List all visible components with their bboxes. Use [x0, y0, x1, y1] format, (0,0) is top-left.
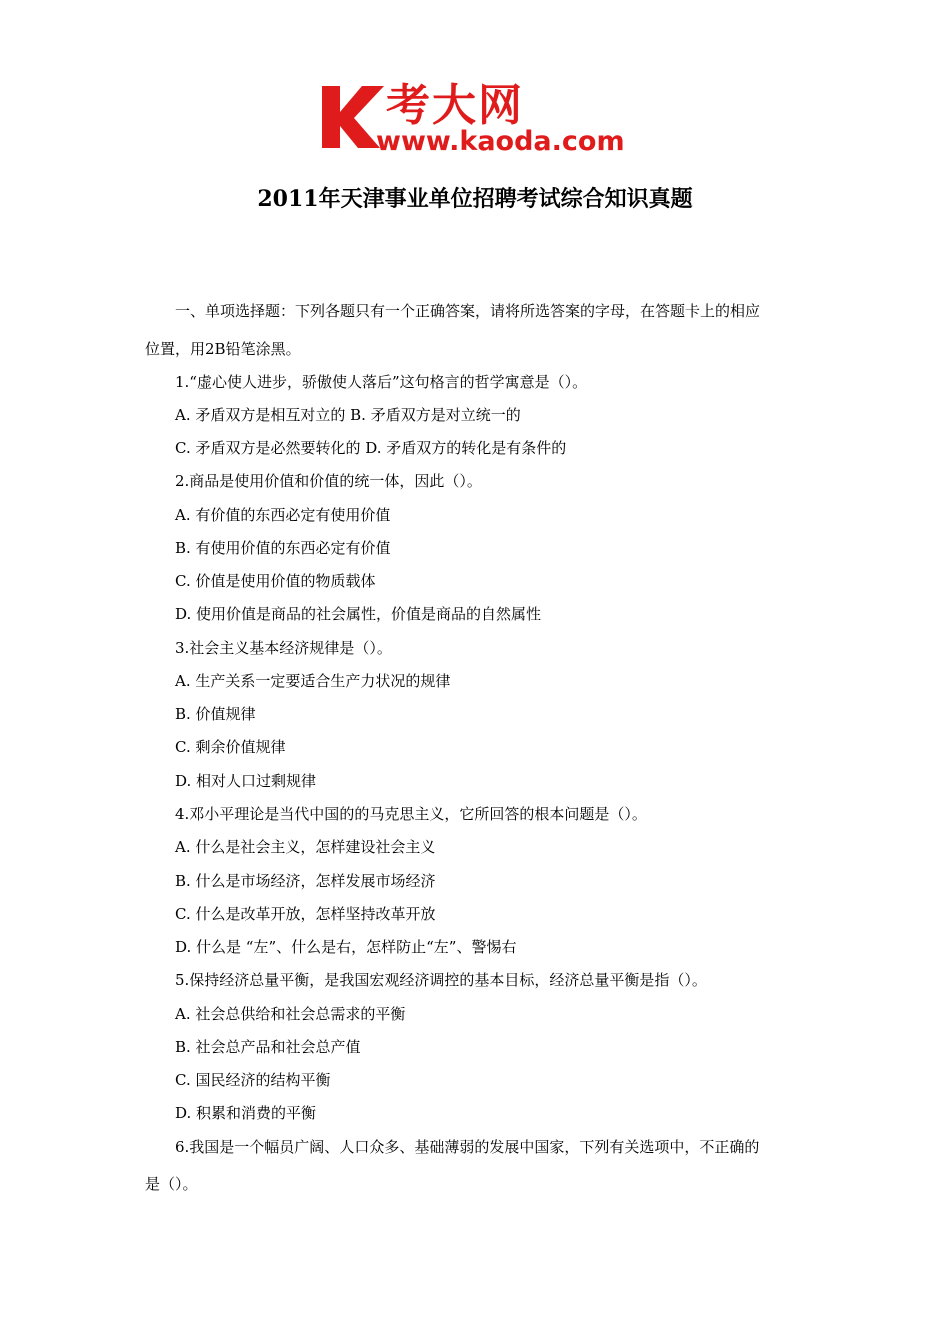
question-2-option-b: B. 有使用价值的东西必定有价值 [175, 539, 391, 557]
question-4: 4.邓小平理论是当代中国的的马克思主义，它所回答的根本问题是（）。 [175, 805, 647, 823]
logo-url-text: www.kaoda.com [376, 126, 625, 157]
question-1: 1.“虚心使人进步，骄傲使人落后”这句格言的哲学寓意是（）。 [175, 373, 588, 391]
logo-brand-text: 考大网 [386, 80, 524, 131]
question-3-option-a: A. 生产关系一定要适合生产力状况的规律 [175, 672, 451, 690]
question-5: 5.保持经济总量平衡，是我国宏观经济调控的基本目标，经济总量平衡是指（）。 [175, 971, 707, 989]
question-5-option-b: B. 社会总产品和社会总产值 [175, 1038, 361, 1056]
question-2-option-d: D. 使用价值是商品的社会属性，价值是商品的自然属性 [175, 605, 542, 623]
section-intro-line-1: 一、单项选择题：下列各题只有一个正确答案，请将所选答案的字母，在答题卡上的相应 [175, 302, 761, 320]
question-2: 2.商品是使用价值和价值的统一体，因此（）。 [175, 472, 482, 490]
question-1-options-ab: A. 矛盾双方是相互对立的 B. 矛盾双方是对立统一的 [175, 406, 521, 424]
question-2-option-a: A. 有价值的东西必定有使用价值 [175, 506, 391, 524]
question-3: 3.社会主义基本经济规律是（）。 [175, 639, 392, 657]
question-5-option-a: A. 社会总供给和社会总需求的平衡 [175, 1005, 406, 1023]
question-2-option-c: C. 价值是使用价值的物质载体 [175, 572, 376, 590]
question-6-line-1: 6.我国是一个幅员广阔、人口众多、基础薄弱的发展中国家，下列有关选项中，不正确的 [175, 1138, 760, 1156]
question-4-option-c: C. 什么是改革开放，怎样坚持改革开放 [175, 905, 436, 923]
question-5-option-c: C. 国民经济的结构平衡 [175, 1071, 331, 1089]
question-3-option-d: D. 相对人口过剩规律 [175, 772, 317, 790]
question-3-option-c: C. 剩余价值规律 [175, 738, 286, 756]
question-4-option-a: A. 什么是社会主义，怎样建设社会主义 [175, 838, 436, 856]
question-1-options-cd: C. 矛盾双方是必然要转化的 D. 矛盾双方的转化是有条件的 [175, 439, 567, 457]
question-4-option-d: D. 什么是 “左”、什么是右，怎样防止“左”、警惕右 [175, 938, 517, 956]
question-5-option-d: D. 积累和消费的平衡 [175, 1104, 317, 1122]
kaoda-logo [318, 80, 638, 160]
page-title: 2011年天津事业单位招聘考试综合知识真题 [257, 186, 693, 212]
question-4-option-b: B. 什么是市场经济，怎样发展市场经济 [175, 872, 436, 890]
question-6-line-2: 是（）。 [145, 1175, 198, 1193]
question-3-option-b: B. 价值规律 [175, 705, 256, 723]
section-intro-line-2: 位置，用2B铅笔涂黑。 [145, 340, 301, 358]
